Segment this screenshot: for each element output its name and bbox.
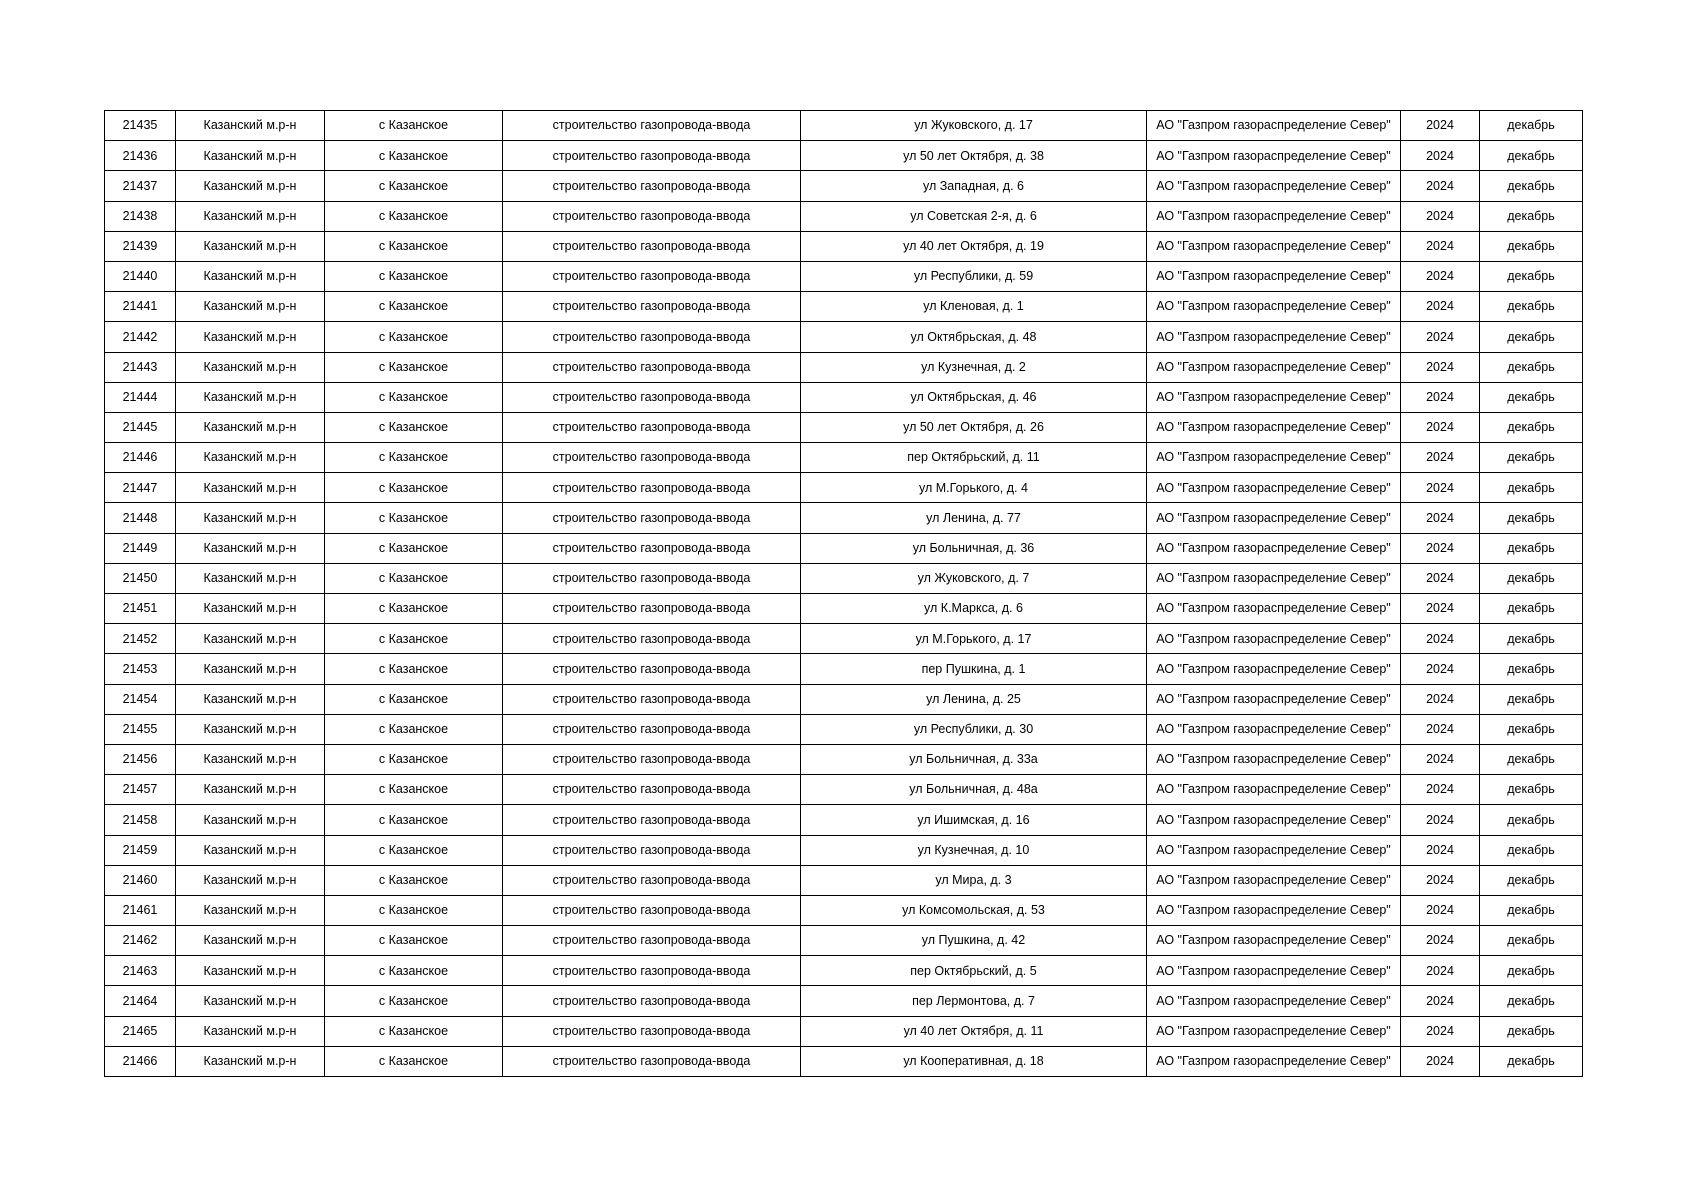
organization-cell: АО "Газпром газораспределение Север" xyxy=(1147,563,1401,593)
district-cell: Казанский м.р-н xyxy=(176,744,325,774)
row-number: 21438 xyxy=(105,201,176,231)
address-cell: пер Лермонтова, д. 7 xyxy=(801,986,1147,1016)
settlement-cell: с Казанское xyxy=(325,352,503,382)
table-row xyxy=(105,563,1583,593)
row-number: 21436 xyxy=(105,141,176,171)
district-cell: Казанский м.р-н xyxy=(176,141,325,171)
work-type-cell: строительство газопровода-ввода xyxy=(503,654,801,684)
row-number: 21450 xyxy=(105,563,176,593)
month-cell: декабрь xyxy=(1480,261,1583,291)
address-cell: ул Республики, д. 30 xyxy=(801,714,1147,744)
district-cell: Казанский м.р-н xyxy=(176,201,325,231)
month-cell: декабрь xyxy=(1480,292,1583,322)
district-cell: Казанский м.р-н xyxy=(176,443,325,473)
month-cell: декабрь xyxy=(1480,744,1583,774)
district-cell: Казанский м.р-н xyxy=(176,956,325,986)
district-cell: Казанский м.р-н xyxy=(176,805,325,835)
settlement-cell: с Казанское xyxy=(325,111,503,141)
row-number: 21439 xyxy=(105,231,176,261)
row-number: 21447 xyxy=(105,473,176,503)
row-number: 21462 xyxy=(105,926,176,956)
row-number: 21452 xyxy=(105,624,176,654)
year-cell: 2024 xyxy=(1401,1016,1480,1046)
row-number: 21448 xyxy=(105,503,176,533)
work-type-cell: строительство газопровода-ввода xyxy=(503,956,801,986)
year-cell: 2024 xyxy=(1401,231,1480,261)
table-row xyxy=(105,594,1583,624)
district-cell: Казанский м.р-н xyxy=(176,895,325,925)
district-cell: Казанский м.р-н xyxy=(176,352,325,382)
table-row xyxy=(105,1016,1583,1046)
work-type-cell: строительство газопровода-ввода xyxy=(503,171,801,201)
work-type-cell: строительство газопровода-ввода xyxy=(503,473,801,503)
organization-cell: АО "Газпром газораспределение Север" xyxy=(1147,1016,1401,1046)
table-row xyxy=(105,744,1583,774)
table-row xyxy=(105,292,1583,322)
month-cell: декабрь xyxy=(1480,201,1583,231)
month-cell: декабрь xyxy=(1480,111,1583,141)
settlement-cell: с Казанское xyxy=(325,141,503,171)
table-row xyxy=(105,352,1583,382)
table-row xyxy=(105,201,1583,231)
year-cell: 2024 xyxy=(1401,1046,1480,1076)
organization-cell: АО "Газпром газораспределение Север" xyxy=(1147,473,1401,503)
organization-cell: АО "Газпром газораспределение Север" xyxy=(1147,111,1401,141)
month-cell: декабрь xyxy=(1480,805,1583,835)
work-type-cell: строительство газопровода-ввода xyxy=(503,1016,801,1046)
district-cell: Казанский м.р-н xyxy=(176,624,325,654)
address-cell: ул Ленина, д. 77 xyxy=(801,503,1147,533)
year-cell: 2024 xyxy=(1401,171,1480,201)
year-cell: 2024 xyxy=(1401,865,1480,895)
district-cell: Казанский м.р-н xyxy=(176,1016,325,1046)
district-cell: Казанский м.р-н xyxy=(176,412,325,442)
organization-cell: АО "Газпром газораспределение Север" xyxy=(1147,895,1401,925)
work-type-cell: строительство газопровода-ввода xyxy=(503,533,801,563)
address-cell: ул Кленовая, д. 1 xyxy=(801,292,1147,322)
address-cell: ул Ишимская, д. 16 xyxy=(801,805,1147,835)
address-cell: ул 50 лет Октября, д. 38 xyxy=(801,141,1147,171)
month-cell: декабрь xyxy=(1480,1046,1583,1076)
district-cell: Казанский м.р-н xyxy=(176,654,325,684)
row-number: 21437 xyxy=(105,171,176,201)
work-type-cell: строительство газопровода-ввода xyxy=(503,231,801,261)
address-cell: пер Октябрьский, д. 5 xyxy=(801,956,1147,986)
organization-cell: АО "Газпром газораспределение Север" xyxy=(1147,624,1401,654)
year-cell: 2024 xyxy=(1401,654,1480,684)
settlement-cell: с Казанское xyxy=(325,956,503,986)
year-cell: 2024 xyxy=(1401,926,1480,956)
year-cell: 2024 xyxy=(1401,563,1480,593)
year-cell: 2024 xyxy=(1401,292,1480,322)
month-cell: декабрь xyxy=(1480,473,1583,503)
district-cell: Казанский м.р-н xyxy=(176,322,325,352)
table-row xyxy=(105,805,1583,835)
month-cell: декабрь xyxy=(1480,352,1583,382)
settlement-cell: с Казанское xyxy=(325,835,503,865)
gasification-table xyxy=(104,110,1583,1077)
organization-cell: АО "Газпром газораспределение Север" xyxy=(1147,594,1401,624)
work-type-cell: строительство газопровода-ввода xyxy=(503,594,801,624)
year-cell: 2024 xyxy=(1401,775,1480,805)
year-cell: 2024 xyxy=(1401,895,1480,925)
settlement-cell: с Казанское xyxy=(325,503,503,533)
organization-cell: АО "Газпром газораспределение Север" xyxy=(1147,714,1401,744)
year-cell: 2024 xyxy=(1401,986,1480,1016)
organization-cell: АО "Газпром газораспределение Север" xyxy=(1147,322,1401,352)
address-cell: ул Ленина, д. 25 xyxy=(801,684,1147,714)
year-cell: 2024 xyxy=(1401,624,1480,654)
district-cell: Казанский м.р-н xyxy=(176,563,325,593)
address-cell: ул К.Маркса, д. 6 xyxy=(801,594,1147,624)
organization-cell: АО "Газпром газораспределение Север" xyxy=(1147,926,1401,956)
organization-cell: АО "Газпром газораспределение Север" xyxy=(1147,412,1401,442)
organization-cell: АО "Газпром газораспределение Север" xyxy=(1147,533,1401,563)
work-type-cell: строительство газопровода-ввода xyxy=(503,1046,801,1076)
month-cell: декабрь xyxy=(1480,986,1583,1016)
month-cell: декабрь xyxy=(1480,503,1583,533)
district-cell: Казанский м.р-н xyxy=(176,775,325,805)
month-cell: декабрь xyxy=(1480,684,1583,714)
table-row xyxy=(105,654,1583,684)
address-cell: ул Октябрьская, д. 46 xyxy=(801,382,1147,412)
month-cell: декабрь xyxy=(1480,412,1583,442)
table-row xyxy=(105,141,1583,171)
row-number: 21443 xyxy=(105,352,176,382)
organization-cell: АО "Газпром газораспределение Север" xyxy=(1147,835,1401,865)
table-row xyxy=(105,865,1583,895)
address-cell: ул М.Горького, д. 4 xyxy=(801,473,1147,503)
table-row xyxy=(105,261,1583,291)
address-cell: ул Жуковского, д. 7 xyxy=(801,563,1147,593)
row-number: 21457 xyxy=(105,775,176,805)
organization-cell: АО "Газпром газораспределение Север" xyxy=(1147,865,1401,895)
row-number: 21461 xyxy=(105,895,176,925)
district-cell: Казанский м.р-н xyxy=(176,292,325,322)
district-cell: Казанский м.р-н xyxy=(176,473,325,503)
work-type-cell: строительство газопровода-ввода xyxy=(503,714,801,744)
month-cell: декабрь xyxy=(1480,835,1583,865)
address-cell: ул Западная, д. 6 xyxy=(801,171,1147,201)
organization-cell: АО "Газпром газораспределение Север" xyxy=(1147,231,1401,261)
settlement-cell: с Казанское xyxy=(325,171,503,201)
row-number: 21446 xyxy=(105,443,176,473)
year-cell: 2024 xyxy=(1401,261,1480,291)
settlement-cell: с Казанское xyxy=(325,1046,503,1076)
settlement-cell: с Казанское xyxy=(325,744,503,774)
work-type-cell: строительство газопровода-ввода xyxy=(503,352,801,382)
work-type-cell: строительство газопровода-ввода xyxy=(503,926,801,956)
district-cell: Казанский м.р-н xyxy=(176,684,325,714)
year-cell: 2024 xyxy=(1401,744,1480,774)
settlement-cell: с Казанское xyxy=(325,624,503,654)
address-cell: ул Советская 2-я, д. 6 xyxy=(801,201,1147,231)
organization-cell: АО "Газпром газораспределение Север" xyxy=(1147,775,1401,805)
row-number: 21454 xyxy=(105,684,176,714)
organization-cell: АО "Газпром газораспределение Север" xyxy=(1147,443,1401,473)
settlement-cell: с Казанское xyxy=(325,654,503,684)
district-cell: Казанский м.р-н xyxy=(176,594,325,624)
month-cell: декабрь xyxy=(1480,775,1583,805)
address-cell: ул 40 лет Октября, д. 11 xyxy=(801,1016,1147,1046)
table-row xyxy=(105,231,1583,261)
table-row xyxy=(105,986,1583,1016)
table-row xyxy=(105,835,1583,865)
address-cell: ул Кузнечная, д. 2 xyxy=(801,352,1147,382)
table-row xyxy=(105,382,1583,412)
month-cell: декабрь xyxy=(1480,231,1583,261)
work-type-cell: строительство газопровода-ввода xyxy=(503,292,801,322)
work-type-cell: строительство газопровода-ввода xyxy=(503,775,801,805)
row-number: 21444 xyxy=(105,382,176,412)
organization-cell: АО "Газпром газораспределение Север" xyxy=(1147,1046,1401,1076)
row-number: 21456 xyxy=(105,744,176,774)
row-number: 21449 xyxy=(105,533,176,563)
month-cell: декабрь xyxy=(1480,654,1583,684)
settlement-cell: с Казанское xyxy=(325,1016,503,1046)
district-cell: Казанский м.р-н xyxy=(176,231,325,261)
address-cell: пер Октябрьский, д. 11 xyxy=(801,443,1147,473)
district-cell: Казанский м.р-н xyxy=(176,111,325,141)
month-cell: декабрь xyxy=(1480,926,1583,956)
address-cell: ул Мира, д. 3 xyxy=(801,865,1147,895)
work-type-cell: строительство газопровода-ввода xyxy=(503,865,801,895)
settlement-cell: с Казанское xyxy=(325,805,503,835)
row-number: 21441 xyxy=(105,292,176,322)
month-cell: декабрь xyxy=(1480,865,1583,895)
table-row xyxy=(105,503,1583,533)
month-cell: декабрь xyxy=(1480,443,1583,473)
district-cell: Казанский м.р-н xyxy=(176,171,325,201)
table-row xyxy=(105,443,1583,473)
address-cell: ул М.Горького, д. 17 xyxy=(801,624,1147,654)
work-type-cell: строительство газопровода-ввода xyxy=(503,503,801,533)
settlement-cell: с Казанское xyxy=(325,865,503,895)
address-cell: ул Больничная, д. 48а xyxy=(801,775,1147,805)
month-cell: декабрь xyxy=(1480,171,1583,201)
work-type-cell: строительство газопровода-ввода xyxy=(503,412,801,442)
month-cell: декабрь xyxy=(1480,714,1583,744)
settlement-cell: с Казанское xyxy=(325,443,503,473)
row-number: 21463 xyxy=(105,956,176,986)
month-cell: декабрь xyxy=(1480,382,1583,412)
settlement-cell: с Казанское xyxy=(325,382,503,412)
organization-cell: АО "Газпром газораспределение Север" xyxy=(1147,654,1401,684)
year-cell: 2024 xyxy=(1401,503,1480,533)
address-cell: ул Комсомольская, д. 53 xyxy=(801,895,1147,925)
year-cell: 2024 xyxy=(1401,412,1480,442)
table-row xyxy=(105,956,1583,986)
row-number: 21440 xyxy=(105,261,176,291)
work-type-cell: строительство газопровода-ввода xyxy=(503,382,801,412)
district-cell: Казанский м.р-н xyxy=(176,986,325,1016)
work-type-cell: строительство газопровода-ввода xyxy=(503,261,801,291)
address-cell: ул 50 лет Октября, д. 26 xyxy=(801,412,1147,442)
settlement-cell: с Казанское xyxy=(325,322,503,352)
year-cell: 2024 xyxy=(1401,322,1480,352)
year-cell: 2024 xyxy=(1401,382,1480,412)
settlement-cell: с Казанское xyxy=(325,563,503,593)
settlement-cell: с Казанское xyxy=(325,231,503,261)
work-type-cell: строительство газопровода-ввода xyxy=(503,624,801,654)
district-cell: Казанский м.р-н xyxy=(176,261,325,291)
table-row xyxy=(105,684,1583,714)
organization-cell: АО "Газпром газораспределение Север" xyxy=(1147,503,1401,533)
district-cell: Казанский м.р-н xyxy=(176,533,325,563)
address-cell: ул Республики, д. 59 xyxy=(801,261,1147,291)
organization-cell: АО "Газпром газораспределение Север" xyxy=(1147,382,1401,412)
year-cell: 2024 xyxy=(1401,201,1480,231)
table-row xyxy=(105,624,1583,654)
year-cell: 2024 xyxy=(1401,835,1480,865)
row-number: 21465 xyxy=(105,1016,176,1046)
month-cell: декабрь xyxy=(1480,322,1583,352)
year-cell: 2024 xyxy=(1401,956,1480,986)
row-number: 21464 xyxy=(105,986,176,1016)
month-cell: декабрь xyxy=(1480,563,1583,593)
month-cell: декабрь xyxy=(1480,956,1583,986)
row-number: 21442 xyxy=(105,322,176,352)
settlement-cell: с Казанское xyxy=(325,684,503,714)
table-row xyxy=(105,412,1583,442)
settlement-cell: с Казанское xyxy=(325,594,503,624)
address-cell: ул Кооперативная, д. 18 xyxy=(801,1046,1147,1076)
month-cell: декабрь xyxy=(1480,594,1583,624)
work-type-cell: строительство газопровода-ввода xyxy=(503,443,801,473)
district-cell: Казанский м.р-н xyxy=(176,865,325,895)
year-cell: 2024 xyxy=(1401,714,1480,744)
district-cell: Казанский м.р-н xyxy=(176,714,325,744)
organization-cell: АО "Газпром газораспределение Север" xyxy=(1147,805,1401,835)
row-number: 21455 xyxy=(105,714,176,744)
row-number: 21466 xyxy=(105,1046,176,1076)
table-row xyxy=(105,926,1583,956)
settlement-cell: с Казанское xyxy=(325,714,503,744)
settlement-cell: с Казанское xyxy=(325,473,503,503)
table-row xyxy=(105,111,1583,141)
address-cell: ул Октябрьская, д. 48 xyxy=(801,322,1147,352)
year-cell: 2024 xyxy=(1401,443,1480,473)
work-type-cell: строительство газопровода-ввода xyxy=(503,563,801,593)
settlement-cell: с Казанское xyxy=(325,895,503,925)
month-cell: декабрь xyxy=(1480,141,1583,171)
address-cell: пер Пушкина, д. 1 xyxy=(801,654,1147,684)
settlement-cell: с Казанское xyxy=(325,261,503,291)
settlement-cell: с Казанское xyxy=(325,926,503,956)
table-row xyxy=(105,322,1583,352)
settlement-cell: с Казанское xyxy=(325,986,503,1016)
district-cell: Казанский м.р-н xyxy=(176,835,325,865)
district-cell: Казанский м.р-н xyxy=(176,503,325,533)
work-type-cell: строительство газопровода-ввода xyxy=(503,684,801,714)
address-cell: ул Кузнечная, д. 10 xyxy=(801,835,1147,865)
table-row xyxy=(105,775,1583,805)
address-cell: ул 40 лет Октября, д. 19 xyxy=(801,231,1147,261)
month-cell: декабрь xyxy=(1480,533,1583,563)
table-row xyxy=(105,895,1583,925)
table-row xyxy=(105,714,1583,744)
organization-cell: АО "Газпром газораспределение Север" xyxy=(1147,201,1401,231)
row-number: 21460 xyxy=(105,865,176,895)
table-body xyxy=(105,111,1583,1077)
work-type-cell: строительство газопровода-ввода xyxy=(503,141,801,171)
settlement-cell: с Казанское xyxy=(325,201,503,231)
district-cell: Казанский м.р-н xyxy=(176,382,325,412)
year-cell: 2024 xyxy=(1401,805,1480,835)
year-cell: 2024 xyxy=(1401,141,1480,171)
settlement-cell: с Казанское xyxy=(325,775,503,805)
organization-cell: АО "Газпром газораспределение Север" xyxy=(1147,261,1401,291)
work-type-cell: строительство газопровода-ввода xyxy=(503,201,801,231)
year-cell: 2024 xyxy=(1401,352,1480,382)
work-type-cell: строительство газопровода-ввода xyxy=(503,895,801,925)
organization-cell: АО "Газпром газораспределение Север" xyxy=(1147,986,1401,1016)
work-type-cell: строительство газопровода-ввода xyxy=(503,322,801,352)
work-type-cell: строительство газопровода-ввода xyxy=(503,111,801,141)
row-number: 21453 xyxy=(105,654,176,684)
month-cell: декабрь xyxy=(1480,895,1583,925)
row-number: 21435 xyxy=(105,111,176,141)
work-type-cell: строительство газопровода-ввода xyxy=(503,835,801,865)
organization-cell: АО "Газпром газораспределение Север" xyxy=(1147,352,1401,382)
table-row xyxy=(105,171,1583,201)
month-cell: декабрь xyxy=(1480,1016,1583,1046)
organization-cell: АО "Газпром газораспределение Север" xyxy=(1147,684,1401,714)
work-type-cell: строительство газопровода-ввода xyxy=(503,986,801,1016)
year-cell: 2024 xyxy=(1401,533,1480,563)
address-cell: ул Больничная, д. 36 xyxy=(801,533,1147,563)
row-number: 21445 xyxy=(105,412,176,442)
year-cell: 2024 xyxy=(1401,594,1480,624)
district-cell: Казанский м.р-н xyxy=(176,1046,325,1076)
organization-cell: АО "Газпром газораспределение Север" xyxy=(1147,956,1401,986)
month-cell: декабрь xyxy=(1480,624,1583,654)
table-row xyxy=(105,533,1583,563)
organization-cell: АО "Газпром газораспределение Север" xyxy=(1147,292,1401,322)
organization-cell: АО "Газпром газораспределение Север" xyxy=(1147,171,1401,201)
address-cell: ул Жуковского, д. 17 xyxy=(801,111,1147,141)
table-row xyxy=(105,1046,1583,1076)
organization-cell: АО "Газпром газораспределение Север" xyxy=(1147,141,1401,171)
row-number: 21458 xyxy=(105,805,176,835)
work-type-cell: строительство газопровода-ввода xyxy=(503,805,801,835)
row-number: 21451 xyxy=(105,594,176,624)
address-cell: ул Пушкина, д. 42 xyxy=(801,926,1147,956)
row-number: 21459 xyxy=(105,835,176,865)
district-cell: Казанский м.р-н xyxy=(176,926,325,956)
organization-cell: АО "Газпром газораспределение Север" xyxy=(1147,744,1401,774)
settlement-cell: с Казанское xyxy=(325,533,503,563)
year-cell: 2024 xyxy=(1401,684,1480,714)
table-row xyxy=(105,473,1583,503)
settlement-cell: с Казанское xyxy=(325,292,503,322)
settlement-cell: с Казанское xyxy=(325,412,503,442)
work-type-cell: строительство газопровода-ввода xyxy=(503,744,801,774)
year-cell: 2024 xyxy=(1401,111,1480,141)
address-cell: ул Больничная, д. 33а xyxy=(801,744,1147,774)
year-cell: 2024 xyxy=(1401,473,1480,503)
